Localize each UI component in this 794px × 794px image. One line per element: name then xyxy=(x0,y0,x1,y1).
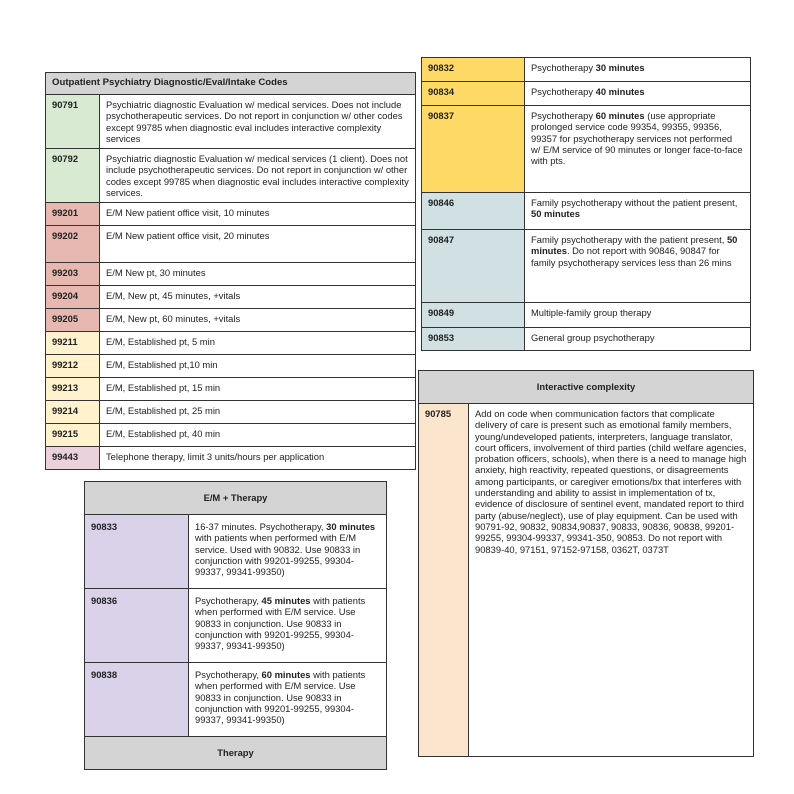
description-cell: Psychiatric diagnostic Evaluation w/ medical services (1 client). Does not include psychotherapeutic services. Do not report in conjunction w/ other codes except 99785 when diagnostic eval includes interactive complexity services. xyxy=(100,149,416,203)
em-therapy-title: E/M + Therapy xyxy=(85,482,387,515)
code-cell: 99213 xyxy=(46,378,100,401)
code-cell: 99205 xyxy=(46,309,100,332)
table-row xyxy=(46,286,416,309)
description-cell: E/M, Established pt, 5 min xyxy=(100,332,416,355)
code-cell: 99203 xyxy=(46,263,100,286)
code-cell: 90838 xyxy=(85,663,189,737)
description-cell: E/M, New pt, 60 minutes, +vitals xyxy=(100,309,416,332)
code-cell: 90853 xyxy=(422,328,525,351)
code-cell: 99212 xyxy=(46,355,100,378)
table-row xyxy=(46,378,416,401)
description-cell: 16-37 minutes. Psychotherapy, 30 minutes with patients when performed with E/M service. Used with 90832. Use 90833 in conjunction with 99201-99255, 99304-99337, 99341-99350) xyxy=(189,515,387,589)
table-row xyxy=(85,663,387,737)
description-cell: Add on code when communication factors that complicate delivery of care is present such as emotional family members, young/undeveloped patients, interpreters, language translator, court officers, involvement of third parties (child welfare agencies, probation officers, schools), when there is a need to manage high anxiety, high reactivity, repeated questions, or disagreements among participants, or caregiver emotions/bx that interferes with understanding and ability to assist in implementation of tx, evidence of disclosure of sentinel event, mandated report to third party (abuse/neglect), use of play equipment. Can be used with 90791-92, 90832, 90834,90837, 90833, 90836, 90838, 99201-99255, 99304-99337, 99341-350, 90853. Do not report with 90839-40, 97151, 97152-97158, 0362T, 0373T xyxy=(469,404,754,757)
psychotherapy-table xyxy=(421,57,751,351)
code-cell: 90791 xyxy=(46,95,100,149)
description-cell: Family psychotherapy with the patient present, 50 minutes. Do not report with 90846, 90847 for family psychotherapy services less than 26 mins xyxy=(525,230,751,303)
description-cell: E/M New pt, 30 minutes xyxy=(100,263,416,286)
code-cell: 90785 xyxy=(419,404,469,757)
table-row xyxy=(419,404,754,757)
interactive-complexity-table xyxy=(418,370,754,757)
code-cell: 90849 xyxy=(422,303,525,328)
code-cell: 90833 xyxy=(85,515,189,589)
em-therapy-table xyxy=(84,481,387,770)
table-row xyxy=(422,303,751,328)
description-cell: E/M, Established pt, 40 min xyxy=(100,424,416,447)
code-cell: 99215 xyxy=(46,424,100,447)
therapy-footer: Therapy xyxy=(85,737,387,770)
code-cell: 99211 xyxy=(46,332,100,355)
code-cell: 90847 xyxy=(422,230,525,303)
table-row xyxy=(46,355,416,378)
table-row xyxy=(46,263,416,286)
code-cell: 90837 xyxy=(422,106,525,193)
table-row xyxy=(46,149,416,203)
code-cell: 99204 xyxy=(46,286,100,309)
description-cell: E/M, Established pt, 25 min xyxy=(100,401,416,424)
table-row xyxy=(46,424,416,447)
table-row xyxy=(422,193,751,230)
description-cell: Telephone therapy, limit 3 units/hours per application xyxy=(100,447,416,470)
table-row xyxy=(422,106,751,193)
description-cell: Psychotherapy 30 minutes xyxy=(525,58,751,82)
code-cell: 99202 xyxy=(46,226,100,263)
code-cell: 90792 xyxy=(46,149,100,203)
description-cell: E/M, New pt, 45 minutes, +vitals xyxy=(100,286,416,309)
description-cell: Psychiatric diagnostic Evaluation w/ medical services. Does not include psychotherapeutic services. Do not report in conjunction w/ other codes except 99785 when diagnostic eval includes interactive complexity services xyxy=(100,95,416,149)
table-row xyxy=(46,447,416,470)
description-cell: Psychotherapy 60 minutes (use appropriate prolonged service code 99354, 99355, 99356, 99357 for psychotherapy services not performed w/ E/M service of 90 minutes or longer face-to-face with pts. xyxy=(525,106,751,193)
description-cell: E/M New patient office visit, 20 minutes xyxy=(100,226,416,263)
code-cell: 90834 xyxy=(422,82,525,106)
code-cell: 99443 xyxy=(46,447,100,470)
table-row xyxy=(46,203,416,226)
table-row xyxy=(46,226,416,263)
description-cell: Multiple-family group therapy xyxy=(525,303,751,328)
description-cell: Psychotherapy, 60 minutes with patients when performed with E/M service. Use 90833 in conjunction. Use 90833 in conjunction with 99201-99255, 99304-99337, 99341-99350) xyxy=(189,663,387,737)
interactive-complexity-title: Interactive complexity xyxy=(419,371,754,404)
table-row xyxy=(422,230,751,303)
description-cell: E/M, Established pt,10 min xyxy=(100,355,416,378)
description-cell: Psychotherapy 40 minutes xyxy=(525,82,751,106)
outpatient-table-title: Outpatient Psychiatry Diagnostic/Eval/Intake Codes xyxy=(46,73,416,95)
table-row xyxy=(422,82,751,106)
table-row xyxy=(85,589,387,663)
code-cell: 90836 xyxy=(85,589,189,663)
code-cell: 90846 xyxy=(422,193,525,230)
table-row xyxy=(46,332,416,355)
code-cell: 90832 xyxy=(422,58,525,82)
description-cell: E/M New patient office visit, 10 minutes xyxy=(100,203,416,226)
description-cell: E/M, Established pt, 15 min xyxy=(100,378,416,401)
description-cell: Psychotherapy, 45 minutes with patients when performed with E/M service. Use 90833 in conjunction. Use 90833 in conjunction with 99201-99255, 99304-99337, 99341-99350) xyxy=(189,589,387,663)
description-cell: General group psychotherapy xyxy=(525,328,751,351)
table-row xyxy=(46,401,416,424)
outpatient-codes-table xyxy=(45,72,416,470)
table-row xyxy=(422,328,751,351)
table-row xyxy=(46,309,416,332)
table-row xyxy=(422,58,751,82)
table-row xyxy=(46,95,416,149)
code-cell: 99201 xyxy=(46,203,100,226)
table-row xyxy=(85,515,387,589)
code-cell: 99214 xyxy=(46,401,100,424)
description-cell: Family psychotherapy without the patient present, 50 minutes xyxy=(525,193,751,230)
